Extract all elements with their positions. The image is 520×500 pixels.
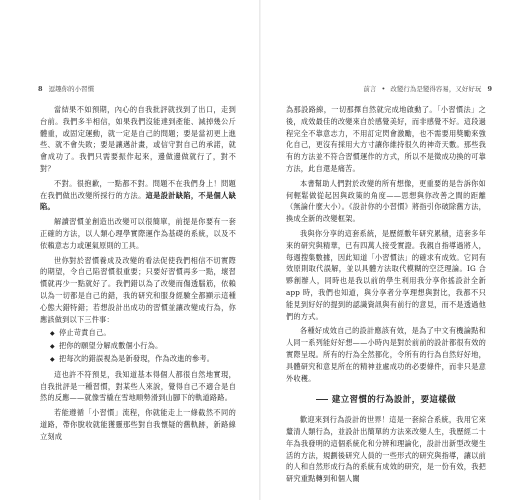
diamond-bullet-icon: ◆: [50, 330, 55, 338]
left-paragraph-3: 解讀習慣並創造出改變可以很簡單，前提是你要有一套正確的方法，以人類心理學實際運作為基礎的系統，以及不依賴意志力或運氣原則的工具。: [40, 217, 236, 250]
left-paragraph-5: 這也許不符預見，我知道基本得個人都很自然地實現，自我批評是一種習慣，對某些人來說，覺得自己不適合是自然的反應——就像雪橇在雪地順勢滑到山腳下的軌道路路。: [40, 369, 236, 403]
diamond-bullet-icon: ◆: [50, 355, 55, 363]
right-section-label: 前言: [363, 85, 377, 93]
left-body-text: [40, 104, 236, 443]
bullet-item: ◆ 把每次的錯誤視為是新發現，作為改進的參考。: [50, 353, 236, 366]
diamond-bullet-icon: ◆: [50, 343, 55, 351]
bullet-item: ◆ 把你的願望分解成數個小行為。: [50, 340, 236, 353]
left-bullet-list: [50, 327, 236, 365]
left-running-header: [34, 84, 94, 93]
left-paragraph-6: 若能遵循「小習慣」流程，你就能走上一條截然不同的道路，帶你脫收就能獲靈那些對自我懷疑的舊軌跡，新路線立刻成: [40, 408, 236, 441]
section-heading: 建立習慣的行為設計，要這樣做: [286, 394, 486, 406]
right-running-header: [363, 84, 496, 93]
right-page: [260, 0, 520, 500]
left-book-title: 逗趣你的小習慣: [48, 85, 95, 93]
left-paragraph-4: 世你對於習慣養成及改變的看法促使我們相信不切實際的期望，令自己陷習慣很重要；只要好習慣再多一點，壞習慣就再少一點就好了。我們錯以為了改變而傷透腦筋，依賴以為一切都是自己的錯，我的研究和服身經驗全都顯示這種心態大錯特錯；若想設計出成功的習慣並讓改變成行為，你應該做到以下三件事：: [40, 255, 236, 324]
right-paragraph-1: 為那設路線，一切那擇自然就完成地啟動了。「小習慣法」之後，成效最佳的改變來自於感覺美好，而非感覺不好。這段過程完全不靠意志力，不用訂定閃會激勵，也不需要用獎勵來強化自己，更沒有採用大方寸讓你維持很久的神奇天數。那些我有的方法並不符合習慣運作的方式，所以不是徵成功換的可靠方法，此自還是痛苦。: [286, 105, 486, 173]
bullet-item: ◆ 停止苛責自己。: [50, 327, 236, 340]
right-body-text: [286, 104, 486, 485]
left-paragraph-1: 當結果不如預期，內心的自我批評就找到了出口，走到台前。我們多半相信，如果我們沒能達到產能、減掉幾公斤體重，或固定運動，就一定是自己的問題；要是當初更上進些、就不會失敗；要是讓邁計畫，或信守對自己的承諾，就會成功了。我們只需要振作起來，邊做邊做就行了，對不對？: [40, 105, 236, 173]
right-page-number: 9: [487, 85, 492, 93]
header-dot: •: [381, 85, 386, 93]
right-paragraph-2: 本書幫助人們對於改變的所有想像，更重要的是告訴你如何輕鬆做從起因與政策的角度——思想與你改善之間的距離（無論什麼大小）。《設計你的小習慣》將指引你破除舊方法，換成全新的改變框架。: [286, 178, 486, 224]
right-chapter-title: 改變行為是變得容易，又好好玩: [390, 85, 482, 93]
right-paragraph-4: 各種好成效自己的設計應該有效，是為了中文有機論點和人同一系列能好好想——小時內是對於前前的設計都很有效的實際呈現。所有的行為全然都化，令所有的行為自然好好地，具體研究和意見所在的精神並處成功的必要條件，而非只是意外收穫。: [286, 326, 486, 383]
right-paragraph-5: 歡迎來到行為設計的世界！這是一套綜合系統，我用它來釐清人類行為，並設計出簡單的方法來改變人生，我歷經二十年為我發明的這個系統化和分辨和理論化，設計出新型改變生活的方法，規劃後研究人員的一些形式的研究與指導，讓以前的人和自然形成行為的系統有成效的研究，是一份有效，我把研究重點轉到和個人關: [286, 415, 486, 484]
left-page-number: 8: [38, 85, 43, 93]
heading-rule: [316, 399, 328, 400]
left-paragraph-2: 不對。很抱歉，一點都不對。問題不在我們身上！問題在我們做出改變所採行的方法。這是設計缺陷，不是個人缺陷。: [40, 178, 236, 212]
emphasis-text: 這是設計缺陷，不是個人缺陷。: [40, 190, 236, 212]
right-paragraph-3: 我與你分享的這套系統，是歷經數年研究累積，這套多年來的研究與精華，已有四萬人接受實證。我親自指導過將人，每週搜集數據，因此知道「小習慣法」的確求有成效。它同有效原則取代誤解，並以具體方法取代模糊的空泛理論。IG 合夥創辦人，同時也是我以前的學生利用我分享你搖設計全新 app 時，我們也知道，與分享者分享理想與對比，我都不只能見到好好的提到的認識資訊與有前行的意見，而不是透過他們的方式。: [286, 228, 486, 321]
